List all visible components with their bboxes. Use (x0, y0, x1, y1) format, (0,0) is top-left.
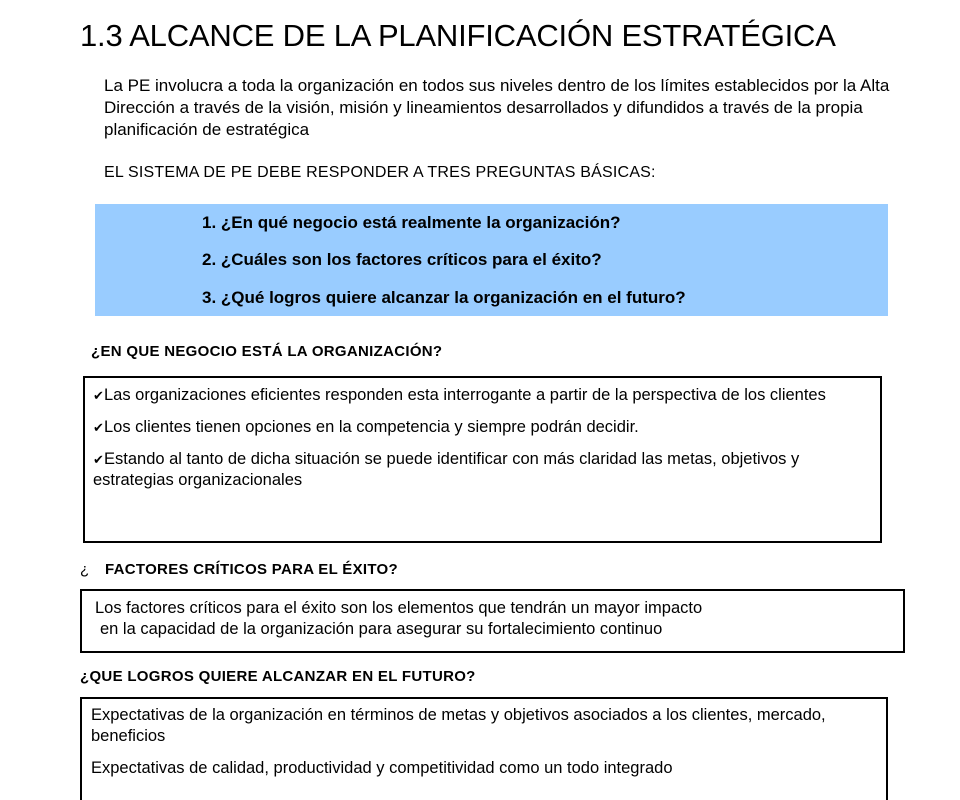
heading-prefix: ¿ (80, 561, 90, 578)
checkmark-icon: ✔ (93, 388, 104, 403)
section-heading-logros: ¿QUE LOGROS QUIERE ALCANZAR EN EL FUTURO? (80, 668, 476, 685)
box-paragraph: Expectativas de la organización en términos de metas y objetivos asociados a los clientes, mercado, beneficios (91, 706, 826, 745)
question-2: 2. ¿Cuáles son los factores críticos para el éxito? (202, 250, 602, 269)
box-paragraph: Expectativas de calidad, productividad y competitividad como un todo integrado (91, 759, 673, 777)
heading-text: FACTORES CRÍTICOS PARA EL ÉXITO? (105, 561, 398, 578)
section-heading-factores (80, 561, 398, 578)
intro-caps-line: EL SISTEMA DE PE DEBE RESPONDER A TRES PREGUNTAS BÁSICAS: (104, 164, 656, 181)
bullet-item (93, 417, 872, 438)
questions-box (95, 204, 888, 316)
question-3: 3. ¿Qué logros quiere alcanzar la organización en el futuro? (202, 288, 686, 307)
section-heading-negocio: ¿EN QUE NEGOCIO ESTÁ LA ORGANIZACIÓN? (91, 343, 443, 360)
intro-paragraph: La PE involucra a toda la organización en todos sus niveles dentro de los límites establecidos por la Alta Dirección a través de la visión, misión y lineamientos desarrollados y difundidos a través de la propia planificación de estratégica (104, 76, 890, 139)
box-line: en la capacidad de la organización para asegurar su fortalecimiento continuo (100, 620, 663, 638)
section-box-negocio (83, 376, 882, 543)
bullet-text: Las organizaciones eficientes responden esta interrogante a partir de la perspectiva de los clientes (104, 386, 826, 404)
bullet-text: Estando al tanto de dicha situación se puede identificar con más claridad las metas, objetivos y estrategias organizacionales (93, 450, 800, 489)
box-line: Los factores críticos para el éxito son los elementos que tendrán un mayor impacto (95, 599, 703, 617)
slide-title: 1.3 ALCANCE DE LA PLANIFICACIÓN ESTRATÉGICA (80, 18, 836, 53)
bullet-item (93, 385, 872, 406)
section-box-factores (80, 589, 905, 653)
bullet-item (93, 449, 872, 491)
bullet-text: Los clientes tienen opciones en la competencia y siempre podrán decidir. (104, 418, 639, 436)
section-box-logros (80, 697, 888, 800)
checkmark-icon: ✔ (93, 420, 104, 435)
checkmark-icon: ✔ (93, 452, 104, 467)
question-1: 1. ¿En qué negocio está realmente la organización? (202, 213, 621, 232)
